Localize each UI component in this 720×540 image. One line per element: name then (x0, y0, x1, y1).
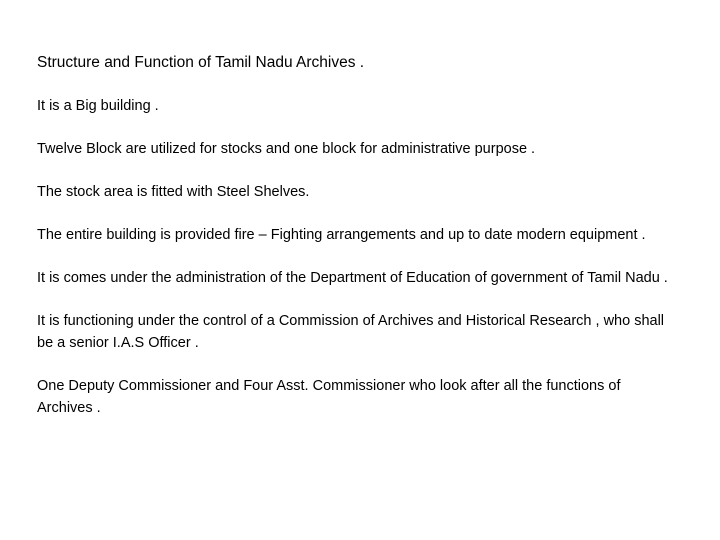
paragraph-3: The stock area is fitted with Steel Shelves. (37, 184, 310, 200)
paragraph-6: It is functioning under the control of a Commission of Archives and Historical Research , who shall be a senior I.A.S Officer . (37, 313, 665, 351)
paragraph-5: It is comes under the administration of the Department of Education of government of Tamil Nadu . (37, 270, 668, 286)
paragraph-2: Twelve Block are utilized for stocks and one block for administrative purpose . (37, 141, 536, 157)
slide-title: Structure and Function of Tamil Nadu Archives . (37, 54, 365, 71)
paragraph-1: It is a Big building . (37, 98, 159, 114)
paragraph-4: The entire building is provided fire – Fighting arrangements and up to date modern equipment . (37, 227, 646, 243)
paragraph-7: One Deputy Commissioner and Four Asst. Commissioner who look after all the functions of Archives . (37, 378, 621, 416)
slide-content (37, 52, 677, 440)
